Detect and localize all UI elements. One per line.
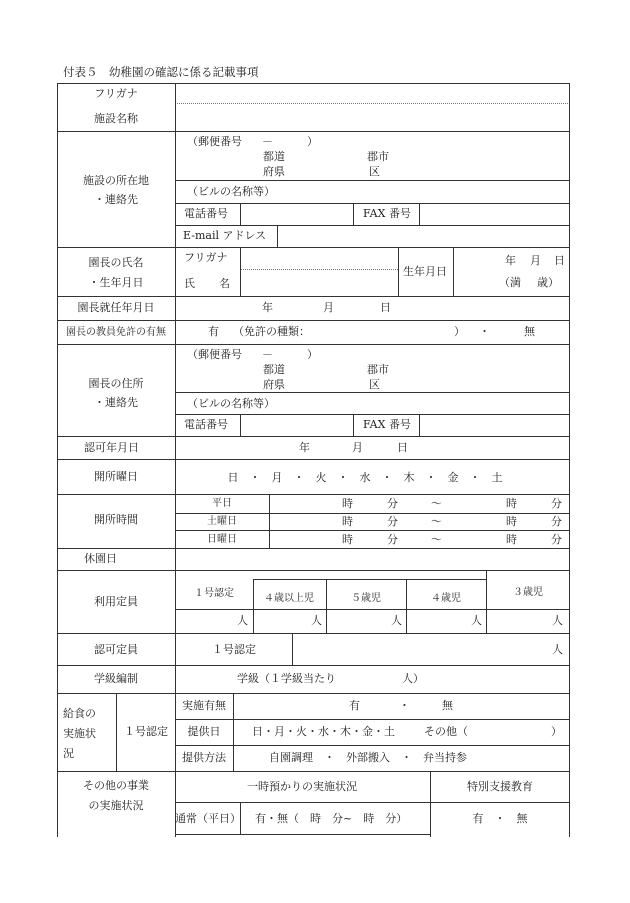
meals-impl-no: 無 — [442, 699, 453, 712]
rule — [57, 459, 570, 460]
meals-other: その他（ — [424, 725, 468, 738]
rule — [240, 203, 241, 225]
director-prefecture-fuken: 府県 — [263, 378, 285, 391]
capacity-unit-age3: 人 — [552, 614, 563, 627]
open-days-values: 日 ・ 月 ・ 火 ・ 水 ・ 木 ・ 金 ・ 土 — [227, 471, 503, 484]
email-label: E-mail アドレス — [183, 229, 267, 242]
license-close: ） — [454, 325, 465, 338]
approval-day: 日 — [397, 441, 408, 454]
age-open: （満 — [499, 276, 521, 289]
postal-dash: － — [262, 135, 273, 148]
rule — [175, 609, 570, 610]
rule — [353, 414, 354, 436]
meals-label-line3: 況 — [63, 747, 74, 760]
meals-type: １号認定 — [124, 725, 168, 738]
appointment-label: 園長就任年月日 — [77, 301, 155, 314]
rule — [57, 296, 570, 297]
rule — [57, 344, 570, 345]
capacity-unit-4plus: 人 — [311, 614, 322, 627]
director-fax-label: FAX 番号 — [363, 418, 411, 431]
rule — [569, 83, 570, 837]
rule — [175, 392, 570, 393]
birth-month: 月 — [530, 254, 541, 267]
meals-days-label: 提供日 — [187, 725, 221, 738]
capacity-label: 利用定員 — [94, 595, 138, 608]
appointment-year: 年 — [262, 301, 273, 314]
gun-shi: 郡市 — [367, 150, 389, 163]
meals-method-values: 自園調理 ・ 外部搬入 ・ 弁当持参 — [269, 751, 467, 764]
hours-row-weekday: 平日 — [212, 498, 232, 509]
appointment-day: 日 — [380, 301, 391, 314]
director-postal-dash: － — [262, 348, 273, 361]
director-prefecture-todo: 都道 — [263, 363, 285, 376]
director-label-line2: ・生年月日 — [88, 276, 144, 289]
hours-sunday-fun2: 分 — [551, 533, 562, 546]
license-sep: ・ — [479, 325, 490, 338]
director-furigana-divider — [240, 269, 398, 270]
hours-saturday-fun: 分 — [387, 515, 398, 528]
director-furigana-label: フリガナ — [184, 251, 228, 264]
hours-weekday-ji2: 時 — [506, 497, 517, 510]
director-phone-label: 電話番号 — [184, 418, 228, 431]
age-close: 歳） — [537, 276, 559, 289]
capacity-age5: ５歳児 — [351, 593, 381, 604]
rule — [57, 693, 570, 694]
hours-saturday-ji2: 時 — [506, 515, 517, 528]
temp-care-normal-value: 有・無（ 時 分~ 時 分） — [255, 812, 408, 825]
director-address-label-line1: 園長の住所 — [88, 377, 144, 390]
rule — [233, 693, 234, 771]
capacity-age3: ３歳児 — [513, 587, 543, 598]
meals-impl-sep: ・ — [399, 699, 410, 712]
hours-saturday-kara: ～ — [431, 515, 442, 528]
hours-row-sunday: 日曜日 — [207, 534, 237, 545]
rule — [57, 436, 570, 437]
director-postal-close: ） — [307, 348, 318, 361]
rule — [175, 802, 570, 803]
rule — [175, 414, 570, 415]
capacity-unit-age5: 人 — [391, 614, 402, 627]
rule — [406, 579, 407, 633]
rule — [253, 579, 254, 633]
rule — [175, 719, 570, 720]
rule — [398, 247, 399, 296]
hours-saturday-fun2: 分 — [551, 515, 562, 528]
holidays-label: 休園日 — [84, 552, 117, 565]
facility-furigana-label: フリガナ — [94, 87, 138, 100]
rule — [116, 693, 117, 771]
hours-sunday-fun: 分 — [387, 533, 398, 546]
fax-label: FAX 番号 — [363, 207, 411, 220]
rule — [57, 570, 570, 571]
director-building-label: （ビルの名称等） — [187, 397, 275, 410]
page-title: 付表５ 幼稚園の確認に係る記載事項 — [63, 65, 259, 79]
classes-text: 学級（１学級当たり — [237, 672, 336, 685]
hours-sunday-ji: 時 — [342, 533, 353, 546]
director-name-shi: 氏 — [184, 277, 195, 290]
temp-care-normal-label: 通常（平日） — [175, 812, 241, 825]
approved-capacity-unit: 人 — [552, 643, 563, 656]
rule — [57, 83, 570, 84]
hours-weekday-fun2: 分 — [551, 497, 562, 510]
confirmation-form — [57, 83, 570, 837]
prefecture-todo: 都道 — [263, 150, 285, 163]
facility-name-label: 施設名称 — [94, 112, 138, 125]
hours-weekday-ji: 時 — [342, 497, 353, 510]
rule — [419, 414, 420, 436]
license-no: 無 — [524, 325, 535, 338]
meals-other-close: ） — [551, 725, 562, 738]
hours-sunday-ji2: 時 — [506, 533, 517, 546]
rule — [57, 131, 570, 132]
rule — [175, 225, 570, 226]
capacity-type1: １号認定 — [194, 588, 234, 599]
capacity-unit-type1: 人 — [237, 614, 248, 627]
classes-unit: 人） — [402, 672, 424, 685]
rule — [57, 320, 570, 321]
director-ward: 区 — [369, 378, 380, 391]
rule — [292, 633, 293, 665]
rule — [430, 771, 431, 837]
rule — [419, 203, 420, 225]
temp-care-heading: 一時預かりの実施状況 — [247, 780, 357, 793]
rule — [175, 834, 430, 835]
rule — [175, 513, 570, 514]
rule — [175, 530, 570, 531]
rule — [57, 548, 570, 549]
rule — [277, 225, 278, 247]
rule — [453, 247, 454, 296]
rule — [175, 83, 176, 837]
rule — [253, 579, 486, 580]
meals-label-line2: 実施状 — [63, 727, 96, 740]
director-address-label-line2: ・連絡先 — [94, 396, 138, 409]
approved-capacity-type: １号認定 — [212, 643, 256, 656]
other-services-label-line2: の実施状況 — [88, 799, 144, 812]
open-hours-label: 開所時間 — [94, 513, 138, 526]
hours-weekday-kara: ～ — [431, 497, 442, 510]
birth-date-label: 生年月日 — [403, 265, 447, 278]
license-yes: 有 — [208, 325, 219, 338]
approval-year: 年 — [299, 441, 310, 454]
rule — [240, 247, 241, 296]
prefecture-fuken: 府県 — [263, 165, 285, 178]
furigana-divider — [175, 103, 570, 104]
capacity-age4: ４歳児 — [431, 593, 461, 604]
director-label-line1: 園長の氏名 — [88, 256, 144, 269]
rule — [57, 771, 570, 772]
other-services-label-line1: その他の事業 — [83, 779, 149, 792]
director-gun-shi: 郡市 — [367, 363, 389, 376]
postal-close: ） — [307, 135, 318, 148]
birth-year: 年 — [505, 254, 516, 267]
meals-days-values: 日・月・火・水・木・金・土 — [252, 725, 395, 738]
rule — [57, 665, 570, 666]
hours-saturday-ji: 時 — [342, 515, 353, 528]
capacity-4plus: ４歳以上児 — [264, 593, 314, 604]
phone-label: 電話番号 — [184, 207, 228, 220]
meals-method-label: 提供方法 — [182, 751, 226, 764]
meals-impl-label: 実施有無 — [182, 699, 226, 712]
hours-sunday-kara: ～ — [431, 533, 442, 546]
hours-weekday-fun: 分 — [387, 497, 398, 510]
license-kind: （免許の種類： — [233, 325, 310, 338]
rule — [240, 414, 241, 436]
appointment-month: 月 — [323, 301, 334, 314]
approval-date-label: 認可年月日 — [84, 441, 139, 454]
license-label: 園長の教員免許の有無 — [66, 327, 166, 338]
rule — [175, 180, 570, 181]
classes-label: 学級編制 — [94, 672, 138, 685]
hours-row-saturday: 土曜日 — [207, 516, 237, 527]
rule — [353, 203, 354, 225]
rule — [57, 247, 570, 248]
rule — [175, 203, 570, 204]
postal-label: （郵便番号 — [187, 135, 242, 148]
open-days-label: 開所曜日 — [94, 470, 138, 483]
rule — [175, 745, 570, 746]
approval-month: 月 — [352, 441, 363, 454]
birth-day: 日 — [554, 254, 565, 267]
meals-label-line1: 給食の — [63, 707, 96, 720]
director-name-mei: 名 — [219, 277, 230, 290]
rule — [326, 579, 327, 633]
rule — [269, 494, 270, 548]
building-label: （ビルの名称等） — [187, 185, 275, 198]
director-postal-label: （郵便番号 — [187, 348, 242, 361]
approved-capacity-label: 認可定員 — [94, 643, 138, 656]
rule — [57, 633, 570, 634]
rule — [57, 83, 58, 837]
special-ed-value: 有 ・ 無 — [472, 812, 528, 825]
location-label-line1: 施設の所在地 — [83, 174, 149, 187]
location-label-line2: ・連絡先 — [94, 193, 138, 206]
rule — [486, 570, 487, 633]
special-ed-heading: 特別支援教育 — [467, 780, 533, 793]
ward: 区 — [369, 165, 380, 178]
meals-impl-yes: 有 — [349, 699, 360, 712]
rule — [57, 494, 570, 495]
capacity-unit-age4: 人 — [471, 614, 482, 627]
